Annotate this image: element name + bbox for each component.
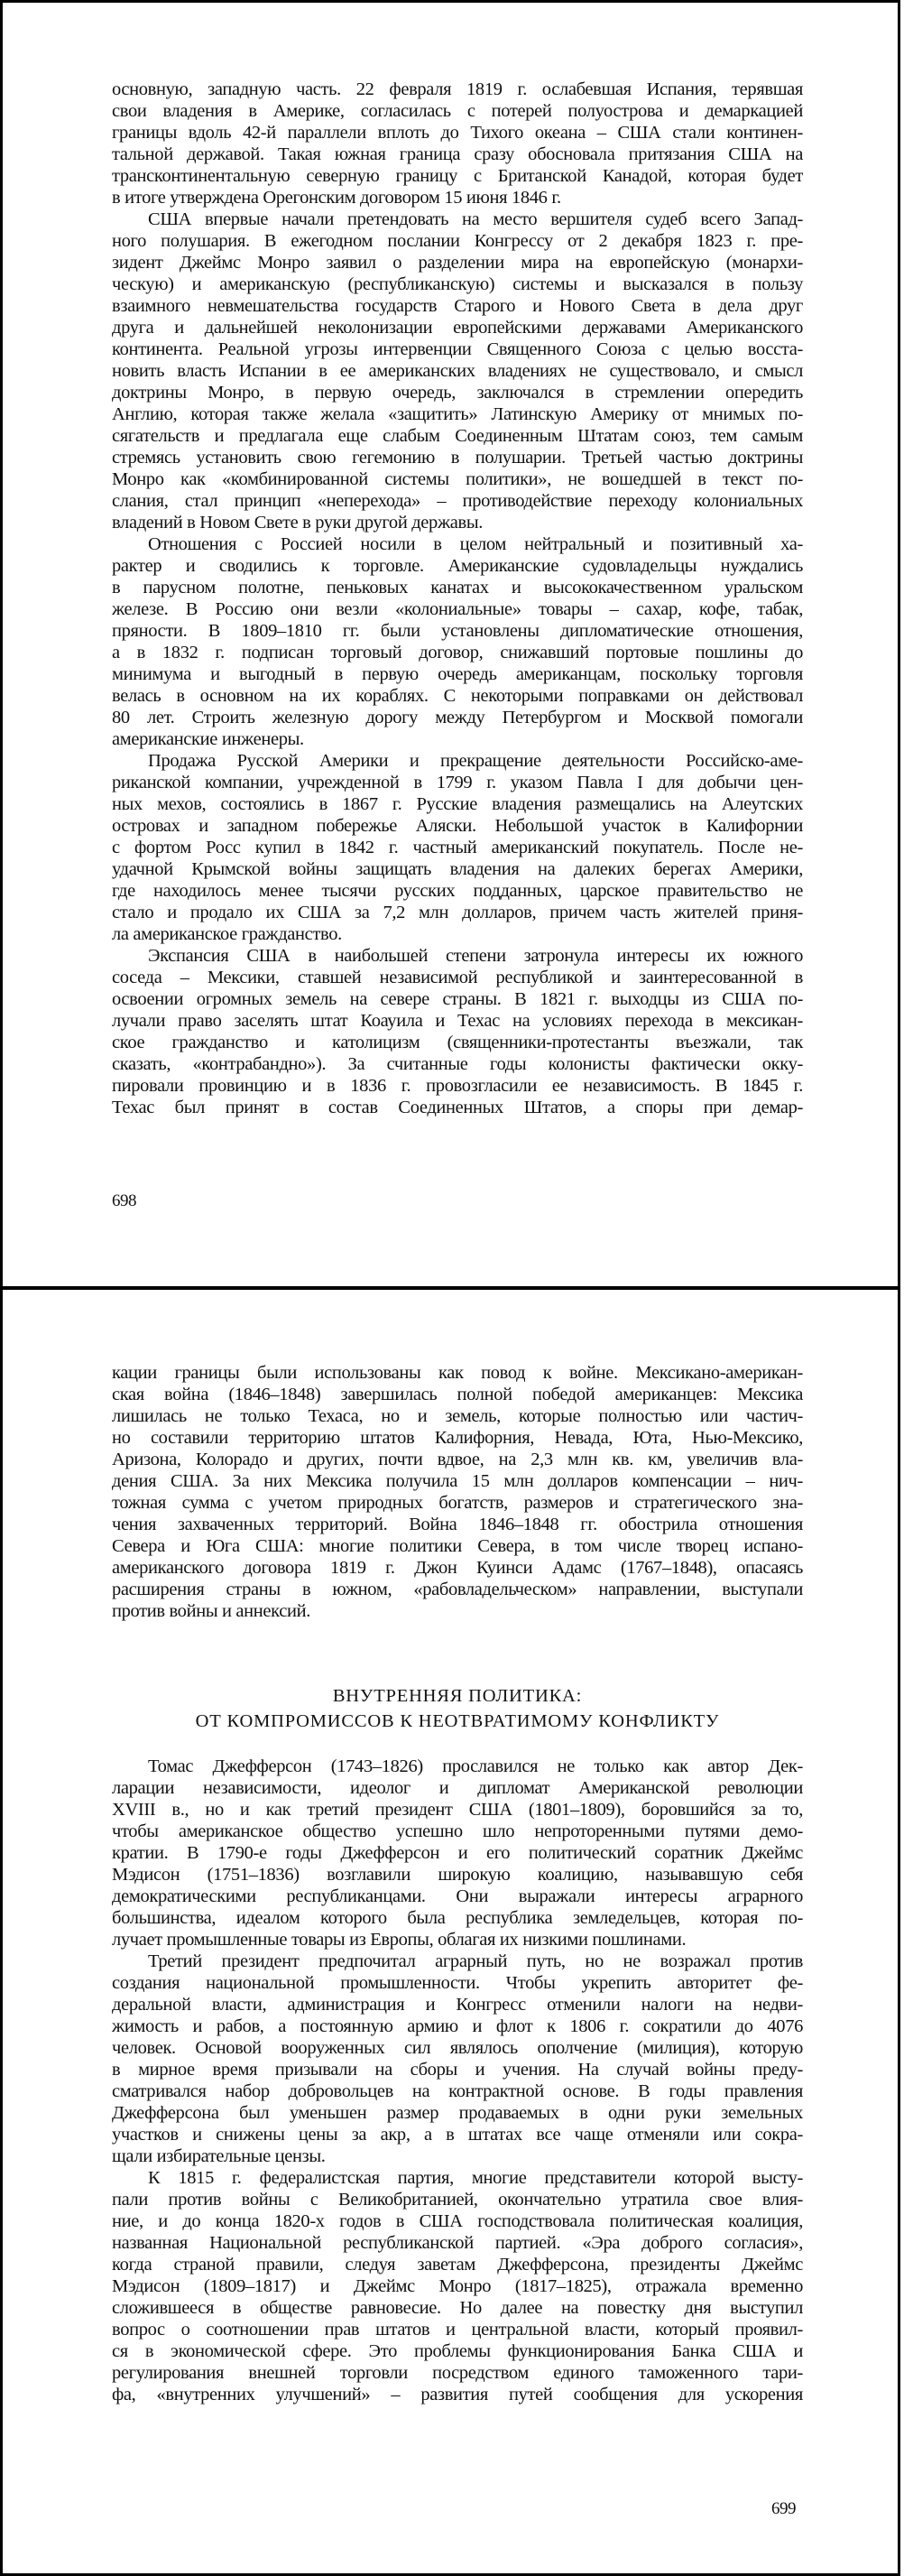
text-line: американские инженеры. xyxy=(112,729,304,749)
page-number: 699 xyxy=(771,2499,796,2518)
text-line: американского договора 1819 г. Джон Куинси Адамс (1767–1848), опасаясь xyxy=(112,1558,803,1578)
text-line: пировали провинцию и в 1836 г. провозгласили ее независимость. В 1845 г. xyxy=(112,1076,803,1096)
section-heading-line-2: ОТ КОМПРОМИССОВ К НЕОТВРАТИМОМУ КОНФЛИКТУ xyxy=(195,1711,720,1731)
text-line: свои владения в Америке, согласилась с потерей полуострова и демаркацией xyxy=(112,101,803,121)
text-line: пали против войны с Великобританией, окончательно утратила свое влия- xyxy=(112,2190,803,2210)
text-line: Монро как «комбинированной системы политики», не вошедшей в текст по- xyxy=(112,469,803,489)
text-line: названная Национальной республиканской партией. «Эра доброго согласия», xyxy=(112,2233,803,2253)
text-line: но составили территорию штатов Калифорния, Невада, Юта, Нью-Мексико, xyxy=(112,1428,803,1448)
text-line: слания, стал принцип «неперехода» – противодействие переходу колониальных xyxy=(112,491,803,511)
text-line: кации границы были использованы как повод к войне. Мексикано-американ- xyxy=(112,1363,803,1383)
text-line: ние, и до конца 1820-х годов в США господствовала политическая коалиция, xyxy=(112,2211,803,2231)
text-after-heading xyxy=(112,1756,803,2405)
text-line: риканской компании, учрежденной в 1799 г. указом Павла I для добычи цен- xyxy=(112,773,803,792)
text-line: островах и западном побережье Аляски. Небольшой участок в Калифорнии xyxy=(112,816,803,836)
text-line: лучали право заселять штат Коауила и Техас на условиях перехода в мексикан- xyxy=(112,1011,803,1031)
text-line: пряности. В 1809–1810 гг. были установлены дипломатические отношения, xyxy=(112,621,803,641)
text-line: расширения страны в южном, «рабовладельческом» направлении, выступали xyxy=(112,1580,803,1599)
text-line: Техас был принят в состав Соединенных Штатов, а споры при демар- xyxy=(112,1098,803,1117)
text-line: демократическими республиканцами. Они выражали интересы аграрного xyxy=(112,1886,803,1906)
text-line: в парусном полотне, пеньковых канатах и высококачественном уральском xyxy=(112,578,803,598)
text-line: кратии. В 1790-е годы Джефферсон и его политический соратник Джеймс xyxy=(112,1843,803,1863)
text-line: в итоге утверждена Орегонским договором 15 июня 1846 г. xyxy=(112,188,561,208)
book-page-699 xyxy=(0,1288,900,2576)
text-line: деральной власти, администрация и Конгресс отменили налоги на недви- xyxy=(112,1995,803,2015)
text-line: соседа – Мексики, ставшей независимой республикой и заинтересованной в xyxy=(112,968,803,987)
paragraph-first-line: США впервые начали претендовать на место вершителя судеб всего Запад- xyxy=(148,209,803,229)
page-body-text xyxy=(112,79,803,1118)
text-line: ных мехов, состоялись в 1867 г. Русские владения размещались на Алеутских xyxy=(112,794,803,814)
text-line: Севера и Юга США: многие политики Севера, в том числе творец испано- xyxy=(112,1536,803,1556)
text-line: щали избирательные цензы. xyxy=(112,2146,326,2166)
section-heading-line-1: ВНУТРЕННЯЯ ПОЛИТИКА: xyxy=(332,1686,583,1706)
text-line: освоении огромных земель на севере страны. В 1821 г. выходцы из США по- xyxy=(112,989,803,1009)
text-line: взаимного невмешательства государств Старого и Нового Света в дела друг xyxy=(112,296,803,316)
text-line: владений в Новом Свете в руки другой державы. xyxy=(112,513,484,533)
text-line: друга и дальнейшей неколонизации европейскими державами Американского xyxy=(112,318,803,338)
text-line: новить власть Испании в ее американских владениях не существовало, и смысл xyxy=(112,361,803,381)
text-line: ская война (1846–1848) завершилась полной победой американцев: Мексика xyxy=(112,1385,803,1404)
text-line: XVIII в., но и как третий президент США (1801–1809), боровшийся за то, xyxy=(112,1800,803,1820)
text-line: тожная сумма с учетом природных богатств, размеров и стратегического зна- xyxy=(112,1493,803,1513)
text-line: когда страной правили, следуя заветам Джефферсона, президенты Джеймс xyxy=(112,2255,803,2275)
text-line: зидент Джеймс Монро заявил о разделении мира на европейскую (монархи- xyxy=(112,253,803,273)
text-line: тальной державой. Такая южная граница сразу обосновала притязания США на xyxy=(112,144,803,164)
text-line: сматривался набор добровольцев на контрактной основе. В годы правления xyxy=(112,2081,803,2101)
text-line: велась в основном на их кораблях. С некоторыми поправками он действовал xyxy=(112,686,803,706)
text-line: основную, западную часть. 22 февраля 1819 г. ослабевшая Испания, терявшая xyxy=(112,79,803,99)
paragraph-first-line: К 1815 г. федералистская партия, многие представители которой высту- xyxy=(148,2168,803,2188)
text-line: против войны и аннексий. xyxy=(112,1601,311,1621)
paragraph-first-line: Экспансия США в наибольшей степени затронула интересы их южного xyxy=(148,946,803,966)
paragraph-first-line: Томас Джефферсон (1743–1826) прославился не только как автор Дек- xyxy=(148,1756,803,1776)
text-line: с фортом Росс купил в 1842 г. частный американский покупатель. После не- xyxy=(112,838,803,857)
paragraph-first-line: Продажа Русской Америки и прекращение деятельности Российско-аме- xyxy=(148,751,803,771)
text-line: границы вдоль 42-й параллели вплоть до Тихого океана – США стали континен- xyxy=(112,123,803,143)
text-line: регулирования внешней торговли посредством единого таможенного тари- xyxy=(112,2363,803,2383)
text-line: Мэдисон (1809–1817) и Джеймс Монро (1817–1825), отражала временно xyxy=(112,2276,803,2296)
text-line: сложившееся в обществе равновесие. Но далее на повестку дня выступил xyxy=(112,2298,803,2318)
text-line: 80 лет. Строить железную дорогу между Петербургом и Москвой помогали xyxy=(112,708,803,727)
text-line: ларации независимости, идеолог и дипломат Американской революции xyxy=(112,1778,803,1798)
paragraph-first-line: Третий президент предпочитал аграрный путь, но не возражал против xyxy=(148,1951,803,1971)
text-line: фа, «внутренних улучшений» – развития путей сообщения для ускорения xyxy=(112,2385,803,2405)
text-line: железе. В Россию они везли «колониальные» товары – сахар, кофе, табак, xyxy=(112,599,803,619)
text-line: сягательств и предлагала еще слабым Соединенным Штатам союз, тем самым xyxy=(112,426,803,446)
text-line: чения захваченных территорий. Война 1846–1848 гг. обострила отношения xyxy=(112,1515,803,1534)
text-line: вопрос о соотношении прав штатов и центральной власти, который проявил- xyxy=(112,2320,803,2340)
text-line: ческую) и американскую (республиканскую) системы и высказался в пользу xyxy=(112,274,803,294)
text-line: большинства, идеалом которого была республика земледельцев, которая по- xyxy=(112,1908,803,1928)
paragraph-first-line: Отношения с Россией носили в целом нейтральный и позитивный ха- xyxy=(148,534,803,554)
text-line: доктрины Монро, в первую очередь, заключался в стремлении опередить xyxy=(112,383,803,403)
text-line: стремясь установить свою гегемонию в полушарии. Третьей частью доктрины xyxy=(112,448,803,468)
text-line: рактер и сводились к торговле. Американские судовладельцы нуждались xyxy=(112,556,803,576)
text-line: а в 1832 г. подписан торговый договор, снижавший портовые пошлины до xyxy=(112,643,803,663)
text-line: создания национальной промышленности. Чтобы укрепить авторитет фе- xyxy=(112,1973,803,1993)
text-before-heading xyxy=(112,1362,803,1622)
text-line: Мэдисон (1751–1836) возглавили широкую коалицию, называвшую себя xyxy=(112,1865,803,1885)
text-line: дения США. За них Мексика получила 15 млн долларов компенсации – нич- xyxy=(112,1471,803,1491)
text-line: минимума и выгодный в первую очередь американцам, поскольку торговля xyxy=(112,664,803,684)
text-line: ла американское гражданство. xyxy=(112,924,342,944)
text-line: Аризона, Колорадо и других, почти вдвое, на 2,3 млн кв. км, увеличив вла- xyxy=(112,1450,803,1469)
text-line: трансконтинентальную северную границу с Британской Канадой, которая будет xyxy=(112,166,803,186)
text-line: ское гражданство и католицизм (священники-протестанты въезжали, так xyxy=(112,1033,803,1052)
text-line: континента. Реальной угрозы интервенции Священного Союза с целью восста- xyxy=(112,339,803,359)
text-line: жимость и рабов, а постоянную армию и флот к 1806 г. сократили до 4076 xyxy=(112,2016,803,2036)
text-line: лучает промышленные товары из Европы, облагая их низкими пошлинами. xyxy=(112,1930,687,1950)
text-line: стало и продало их США за 7,2 млн долларов, причем часть жителей приня- xyxy=(112,903,803,922)
text-line: Англию, которая также желала «защитить» Латинскую Америку от мнимых по- xyxy=(112,404,803,424)
text-line: лишилась не только Техаса, но и земель, которые полностью или частич- xyxy=(112,1406,803,1426)
text-line: Джефферсона был уменьшен размер продаваемых в одни руки земельных xyxy=(112,2103,803,2123)
text-line: ного полушария. В ежегодном послании Конгрессу от 2 декабря 1823 г. пре- xyxy=(112,231,803,251)
page-number: 698 xyxy=(112,1191,136,1210)
book-page-698 xyxy=(0,0,900,1288)
text-line: удачной Крымской войны защищать владения на далеких берегах Америки, xyxy=(112,859,803,879)
text-line: сказать, «контрабандно»). За считанные годы колонисты фактически окку- xyxy=(112,1054,803,1074)
text-line: ся в экономической сфере. Это проблемы функционирования Банка США и xyxy=(112,2341,803,2361)
page-body-text xyxy=(112,1362,803,2405)
text-line: человек. Основой вооруженных сил являлось ополчение (милиция), которую xyxy=(112,2038,803,2058)
text-line: чтобы американское общество успешно шло непроторенными путями демо- xyxy=(112,1821,803,1841)
text-line: в мирное время призывали на сборы и учения. На случай войны преду- xyxy=(112,2060,803,2080)
text-line: где находилось менее тысячи русских подданных, царское правительство не xyxy=(112,881,803,901)
text-line: участков и снижены цены за акр, а в штатах все чаще отменяли или сокра- xyxy=(112,2125,803,2145)
